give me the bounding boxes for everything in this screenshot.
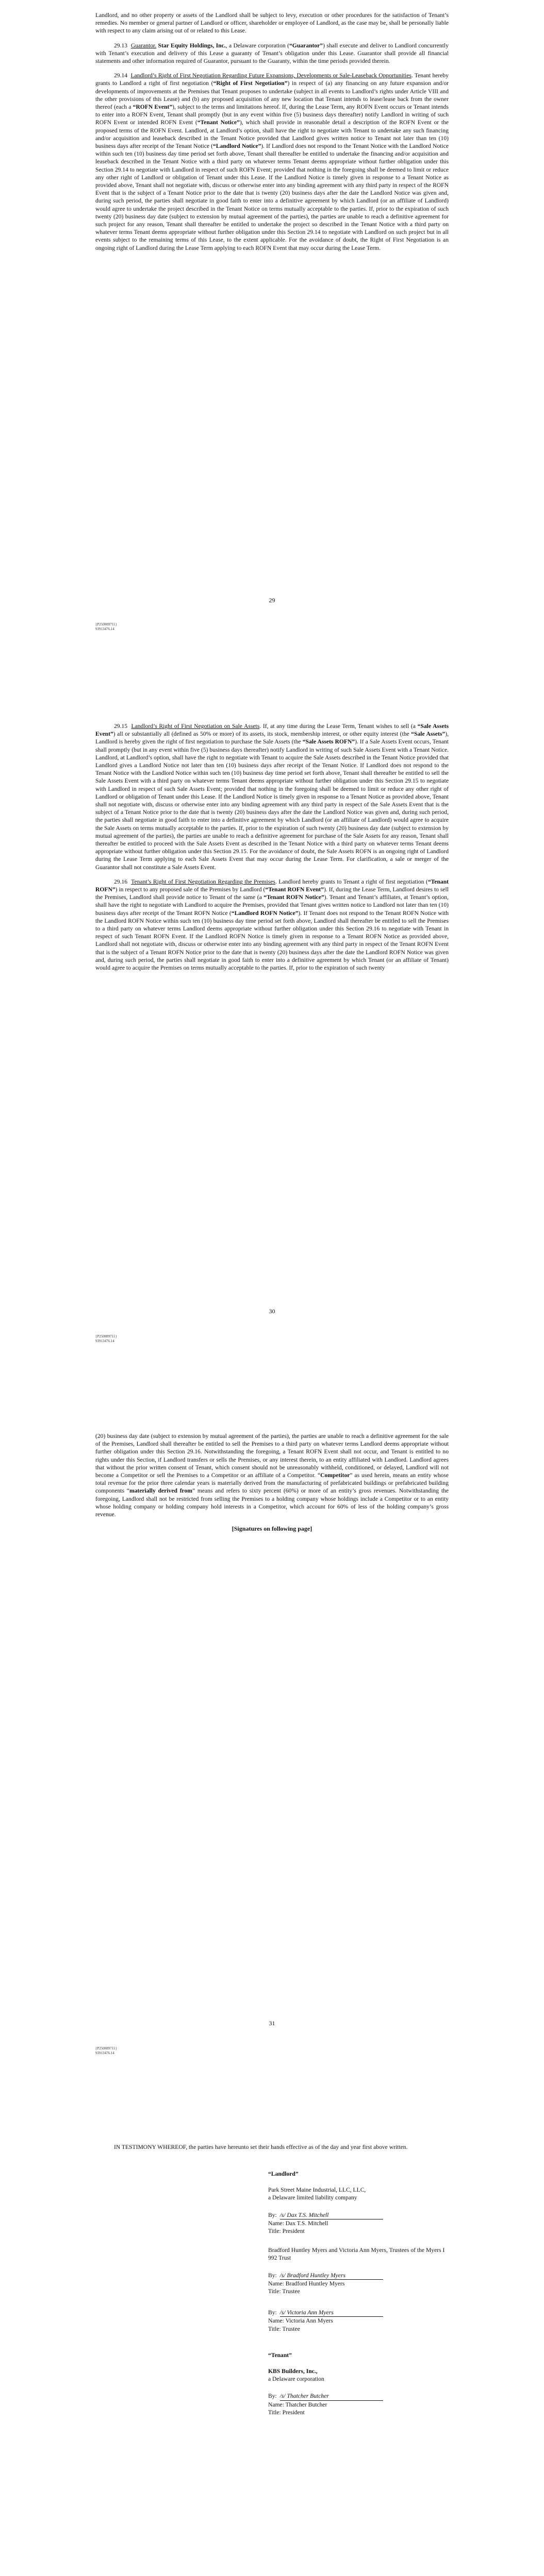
section-text: ) shall execute and deliver to Landlord concurrently with Tenant’s execution and delivery of this Lease a guaranty of Tenant’s obligation under this Lease. Guarantor shall provide all financial statements and other information required of Guarantor, pursuant to the Guaranty, within the time periods provided therein. — [95, 42, 449, 65]
trustee1-name: Name: Bradford Huntley Myers — [268, 2280, 345, 2287]
section-text: ). If Landlord does not respond to the Tenant Notice with the Landlord Notice within such ten (10) business day time period set forth above, Tenant shall thereafter be entitled to undertake the financing and/or acquisition and leaseback described in the Tenant Notice with a third party on whatever terms Tenant deems appropriate without further obligation under this Section 29.14 to negotiate with Landlord in respect of such ROFN Event; provided that nothing in the foregoing shall be deemed to limit or reduce any other right of Landlord or obligation of Tenant under this Lease. If the Landlord Notice is timely given in response to a Tenant Notice as provided above, Tenant shall not negotiate with, discuss or otherwise enter into any binding agreement with any third party in respect of the ROFN Event that is the subject of a Tenant Notice prior to the date that is twenty (20) business days after the date the Landlord Notice was given and, during such period, the parties shall negotiate in good faith to enter into a definitive agreement by which Landlord (or an affiliate of Landlord) would agree to undertake the project described in the Tenant Notice on terms mutually acceptable to the parties. If, prior to the expiration of such twenty (20) business day date (subject to extension by mutual agreement of the parties), the parties are unable to reach a definitive agreement for such project for any reason, Tenant shall thereafter be entitled to undertake the project so described in the Tenant Notice with a third party on whatever terms Tenant deems appropriate without further obligation under this Section 29.14 to negotiate with Landlord on such project but in all events subject to the remaining terms of this Lease, to the extent applicable. For the avoidance of doubt, the Right of First Negotiation is an ongoing right of Landlord during the Lease Term applying to each ROFN Event that may occur during the Lease Term. — [95, 143, 449, 251]
section-title: Guarantor. — [130, 42, 157, 49]
continuation-paragraph — [95, 1432, 449, 1518]
intro-paragraph — [95, 11, 449, 35]
section-text: ” as used herein, means an entity whose total revenue for the prior three calendar years is materially derived from the manufacturing of prefabricated buildings or prefabricated building components “ — [95, 1472, 449, 1495]
testimony-paragraph — [95, 2143, 449, 2151]
document-footer-id — [95, 622, 117, 632]
section-text: ). If, during the Lease Term, Landlord desires to sell the Premises, Landlord shall provide notice to Tenant of the same (a — [95, 886, 449, 901]
footer-code: {P250089711} — [95, 1334, 117, 1338]
section-text: ) in respect to any proposed sale of the Premises by Landlord ( — [115, 886, 266, 893]
tenant-signer-title: Title: President — [268, 2409, 305, 2416]
section-text: . If, at any time during the Lease Term, Tenant wishes to sell (a — [259, 723, 418, 730]
defined-term: “Landlord Notice” — [213, 143, 261, 150]
landlord-signature-line — [268, 2211, 454, 2219]
tenant-entity: KBS Builders, Inc., — [268, 2368, 318, 2375]
defined-term: “Sale Assets Event” — [95, 723, 449, 738]
trustee-entity: Bradford Huntley Myers and Victoria Ann Myers, Trustees of the Myers I 992 Trust — [268, 2247, 445, 2262]
testimony-text: IN TESTIMONY WHEREOF, the parties have hereunto set their hands effective as of the day and year first above written. — [114, 2144, 408, 2150]
section-number: 29.15 — [114, 723, 128, 730]
section-number: 29.14 — [114, 72, 128, 79]
section-title: Landlord’s Right of First Negotiation Regarding Future Expansions, Developments or Sale-Leaseback Opportunities — [130, 72, 412, 79]
defined-term: “Tenant ROFN Notice” — [263, 894, 324, 901]
page-29-text — [95, 11, 449, 259]
trustee1-title: Title: Trustee — [268, 2288, 300, 2295]
landlord-entity: Park Street Maine Industrial, LLC, LLC, — [268, 2187, 366, 2194]
signature-blocks — [268, 2170, 454, 2428]
testimony-block — [95, 2143, 449, 2158]
landlord-signature: /s/ Dax T.S. Mitchell — [280, 2211, 383, 2219]
trustee2-name: Name: Victoria Ann Myers — [268, 2317, 333, 2325]
section-text: . Landlord hereby grants to Tenant a right of first negotiation ( — [275, 878, 428, 885]
footer-doc-number: 93913476.14 — [95, 627, 114, 631]
landlord-entity-type: a Delaware limited liability company — [268, 2194, 357, 2201]
defined-term: “Sale Assets ROFN” — [302, 738, 355, 745]
defined-term: “Right of First Negotiation” — [213, 80, 288, 87]
page-number: 30 — [269, 1308, 275, 1315]
defined-term: “Landlord ROFN Notice” — [231, 909, 299, 917]
intro-text: Landlord, and no other property or assets of the Landlord shall be subject to levy, execution or other procedures for the satisfaction of Tenant’s remedies. No member or general partner of Landlord or officer, shareholder or employee of Landlord, as the case may be, shall be personally liable with respect to any claim arising out of or related to this Lease. — [95, 12, 449, 35]
by-label: By: — [268, 2211, 277, 2218]
footer-doc-number: 93913476.14 — [95, 1339, 114, 1343]
by-label: By: — [268, 2272, 277, 2279]
section-title: Tenant’s Right of First Negotiation Regarding the Premises — [131, 878, 275, 885]
trustee1-signature-line — [268, 2272, 454, 2280]
page-30-text — [95, 722, 449, 978]
defined-term: “Tenant Notice” — [197, 119, 240, 126]
trustees-block — [268, 2246, 454, 2333]
section-text: ). If a Sale Assets Event occurs, Tenant shall promptly (but in any event within five (5) business days thereafter) notify Landlord in writing of such Sale Assets Event with a Tenant Notice. Landlord, at Landlord’s option, shall have the right to negotiate with Tenant to acquire the Sale Assets described in the Tenant Notice provided that Landlord gives a Landlord Notice not later than ten (10) business days after receipt of the Tenant Notice. If Landlord does not respond to the Tenant Notice with the Landlord Notice within such ten (10) business day time period set forth above, Tenant shall thereafter be entitled to sell the Sale Assets Event with a third party on whatever terms Tenant deems appropriate without further obligation under this Section 29.15 to negotiate with Landlord in respect of such Sale Assets Event; provided that nothing in the foregoing shall be deemed to limit or reduce any other right of Landlord or obligation of Tenant under this Lease. If the Landlord Notice is timely given in response to a Tenant Notice as provided above, Tenant shall not negotiate with, discuss or otherwise enter into any binding agreement with any third party in respect of the Sale Assets Event that is the subject of a Tenant Notice prior to the date that is twenty (20) business days after the date the Landlord Notice was given and, during such period, the parties shall negotiate in good faith to enter into a definitive agreement by which Landlord (or an affiliate of Landlord) would agree to acquire the Sale Assets on terms mutually acceptable to the parties. If, prior to the expiration of such twenty (20) business day date (subject to extension by mutual agreement of the parties), the parties are unable to reach a definitive agreement for purchase of the Sale Assets for any reason, Tenant shall thereafter be entitled to proceed with the Sale Assets Event as described in the Tenant Notice with a third party on whatever terms Tenant deems appropriate without further obligation under this Section 29.15. For the avoidance of doubt, the Sale Assets ROFN is an ongoing right of Landlord during the Lease Term applying to each Sale Assets Event that may occur during the Lease Term. For clarification, a sale or merger of the Guarantor shall not constitute a Sale Assets Event. — [95, 738, 449, 871]
defined-term: “Sale Assets” — [411, 731, 446, 738]
section-number: 29.16 — [114, 878, 128, 885]
section-text: , a Delaware corporation ( — [225, 42, 289, 49]
defined-term: Competitor — [320, 1472, 350, 1479]
footer-code: {P250089711} — [95, 622, 117, 626]
page-number: 29 — [269, 597, 275, 604]
landlord-signature-block — [268, 2186, 454, 2235]
section-text: ), subject to the terms and limitations hereof. If, during the Lease Term, any ROFN Event occurs or Tenant intends to enter into a ROFN Event, Tenant shall promptly (but in any event within five (5) business days thereafter) notify Landlord in writing of such ROFN Event or intended ROFN Event ( — [95, 104, 449, 126]
tenant-label: “Tenant” — [268, 2351, 292, 2359]
footer-code: {P250089711} — [95, 2046, 117, 2050]
defined-term: “Guarantor” — [289, 42, 323, 49]
section-text: ). Tenant and Tenant’s affiliates, at Tenant’s option, shall have the right to negotiate with Landlord to acquire the Premises, provided that Tenant gives written notice to Landlord not later than ten (10) business days after receipt of the Tenant ROFN Notice ( — [95, 894, 449, 917]
landlord-signer-title: Title: President — [268, 2228, 305, 2235]
defined-term: “Tenant ROFN” — [95, 878, 449, 893]
tenant-signer-name: Name: Thatcher Butcher — [268, 2401, 327, 2408]
by-label: By: — [268, 2309, 277, 2316]
tenant-signature: /s/ Thatcher Butcher — [280, 2392, 383, 2400]
section-title: Landlord’s Right of First Negotiation on Sale Assets — [131, 723, 260, 730]
section-text: ) all or substantially all (defined as 50% or more) of its assets, its stock, membership interest, or other equity interest (the — [113, 731, 411, 738]
section-29-15 — [95, 722, 449, 871]
by-label: By: — [268, 2393, 277, 2400]
landlord-signer-name: Name: Dax T.S. Mitchell — [268, 2219, 328, 2227]
document-footer-id — [95, 2046, 117, 2056]
section-29-13 — [95, 42, 449, 65]
footer-doc-number: 93913476.14 — [95, 2051, 114, 2055]
tenant-signature-block — [268, 2367, 454, 2416]
section-text: ), which shall provide in reasonable detail a description of the ROFN Event or the proposed terms of the ROFN Event. Landlord, at Landlord’s option, shall have the right to negotiate with Tenant to undertake any such financing and/or acquisition and leaseback described in the Tenant Notice provided that Landlord gives written notice to Tenant not later than ten (10) business days after receipt of the Tenant Notice ( — [95, 119, 449, 150]
section-29-16 — [95, 878, 449, 972]
defined-term: materially derived from — [129, 1487, 192, 1495]
defined-term: “Tenant ROFN Event” — [265, 886, 324, 893]
section-text: ) in respect of (a) any financing on any future expansion and/or developments of improvements at the Premises that Tenant proposes to undertake (subject in all events to Landlord’s rights under Article VIII and the other provisions of this Lease) and (b) any proposed acquisition of any new location that Tenant intends to lease/lease back from the owner thereof (each a — [95, 80, 449, 111]
section-text: ). If Tenant does not respond to the Tenant ROFN Notice with the Landlord ROFN Notice within such ten (10) business day time period set forth above, Landlord shall thereafter be entitled to sell the Premises to a third party on whatever terms Landlord deems appropriate without further obligation under this Section 29.16 to negotiate with Tenant in respect of such Tenant ROFN Event. If the Landlord ROFN Notice is timely given in response to a Tenant ROFN Notice as provided above, Landlord shall not negotiate with, discuss or otherwise enter into any binding agreement with any third party in respect of the Tenant ROFN Event that is the subject of a Tenant ROFN Notice prior to the date that is twenty (20) business days after the date the Landlord ROFN Notice was given and, during such period, the parties shall negotiate in good faith to enter into a definitive agreement by which Tenant (or an affiliate of Tenant) would agree to acquire the Premises on terms mutually acceptable to the parties. If, prior to the expiration of such twenty — [95, 909, 449, 972]
tenant-entity-type: a Delaware corporation — [268, 2376, 324, 2383]
section-text: (20) business day date (subject to extension by mutual agreement of the parties), the parties are unable to reach a definitive agreement for the sale of the Premises, Landlord shall thereafter be entitled to sell the Premises to a third party on whatever terms Landlord deems appropriate without further obligation under this Section 29.16. Notwithstanding the foregoing, a Tenant ROFN Event shall not occur, and Tenant is entitled to no rights under this Section, if Landlord transfers or sells the Premises, or any interest therein, to an entity affiliated with Landlord. Landlord agrees that without the prior written consent of Tenant, which consent should not be unreasonably withheld, conditioned, or delayed, Landlord will not become a Competitor or sell the Premises to a Competitor or an affiliate of a Competitor. “ — [95, 1433, 449, 1479]
trustee2-signature-line — [268, 2309, 454, 2317]
section-text: ), Landlord is hereby given the right of first negotiation to purchase the Sale Assets (the — [95, 731, 449, 745]
section-number: 29.13 — [114, 42, 128, 49]
section-29-14 — [95, 72, 449, 252]
section-text: ” means and refers to sixty percent (60%) or more of an entity’s gross revenues. Notwithstanding the foregoing, Landlord shall not be restricted from selling the Premises to a holding company whose holdings include a Competitor or to an entity whose holding company or holding company hold interests in a Competitor, which account for 60% of less of the holding company’s gross revenue. — [95, 1487, 449, 1518]
defined-term: “ROFN Event” — [133, 104, 173, 111]
trustee2-signature: /s/ Victoria Ann Myers — [280, 2309, 383, 2317]
trustee2-title: Title: Trustee — [268, 2325, 300, 2332]
page-number: 31 — [269, 2020, 275, 2027]
signatures-heading: [Signatures on following page] — [232, 1525, 312, 1533]
trustee1-signature: /s/ Bradford Huntley Myers — [280, 2272, 383, 2280]
section-text: . Tenant hereby grants to Landlord a right of first negotiation ( — [95, 72, 449, 87]
guarantor-entity: Star Equity Holdings, Inc. — [156, 42, 226, 49]
landlord-label: “Landlord” — [268, 2171, 299, 2177]
document-footer-id — [95, 1334, 117, 1344]
tenant-signature-line — [268, 2392, 454, 2400]
page-31-text — [95, 1432, 449, 1533]
